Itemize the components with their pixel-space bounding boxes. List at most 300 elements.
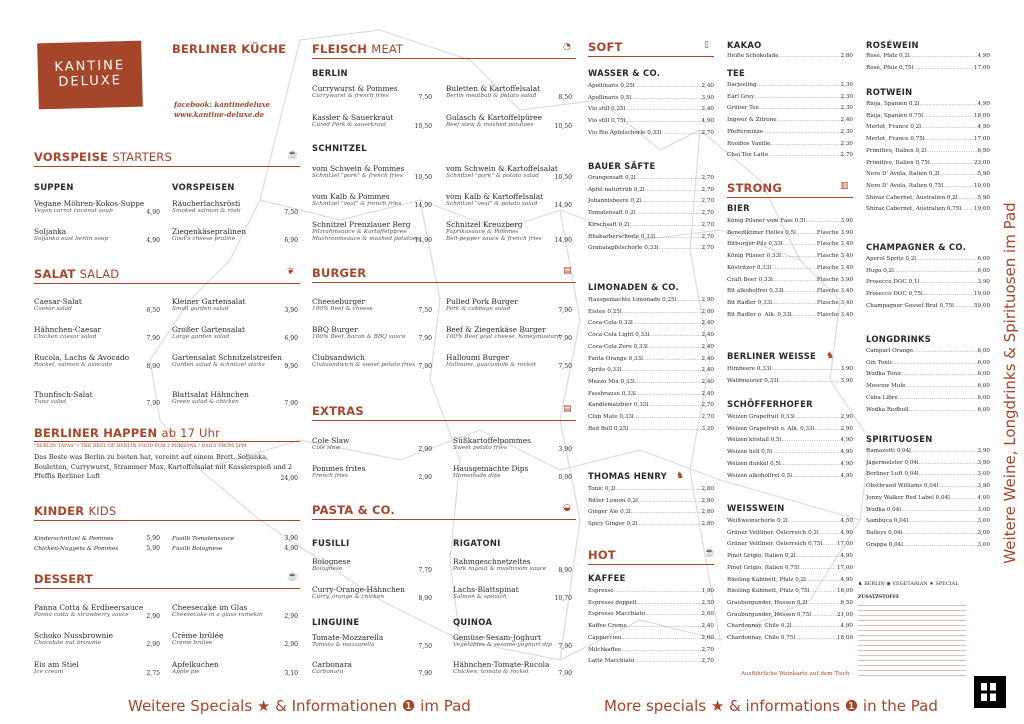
drink-name: Johannisbeere 0,2l xyxy=(588,198,642,205)
drink-price: 6,00 xyxy=(977,256,990,262)
drink-name: Grauburgunder, Hessen 0,75l xyxy=(727,611,812,618)
drink-name: Espresso doppelt xyxy=(588,599,637,606)
drink-row xyxy=(866,458,990,470)
drink-row xyxy=(727,139,853,151)
price: 7,50 xyxy=(418,643,432,650)
dot-leader xyxy=(659,243,702,255)
fusilli-subheading: FUSILLI xyxy=(312,538,350,548)
drink-price: 2,40 xyxy=(701,83,714,89)
drink-row xyxy=(588,307,714,319)
drink-price: 2,70 xyxy=(701,186,714,193)
drink-name: Shiraz Cabernet, Australien 0,75l xyxy=(866,206,962,213)
drink-name: Espresso Macchiato xyxy=(588,611,646,618)
dot-leader xyxy=(921,122,977,134)
rotwein-subheading: ROTWEIN xyxy=(866,87,913,97)
drink-name: Grüner Veltliner, Österreich 0,2l xyxy=(727,529,819,536)
dot-leader xyxy=(650,330,702,342)
menu-item: vom Schwein & Pommes Schnitzel "pork" & french fries xyxy=(312,164,405,179)
drink-price: 3,00 xyxy=(977,541,990,548)
drink-name: Gin Tonic xyxy=(866,359,893,366)
dot-leader xyxy=(634,412,702,424)
dot-leader xyxy=(920,99,978,111)
drink-name: Shiraz Cabernet, Australien 0,2l xyxy=(866,194,958,201)
drink-row xyxy=(588,645,714,657)
drink-row xyxy=(866,369,990,381)
drink-name: Nero D' Avola, Italien 0,2l xyxy=(866,171,940,178)
drink-name: Rioja, Spanien 0,2l xyxy=(866,101,920,107)
dot-leader xyxy=(643,354,702,366)
linguine-subheading: LINGUINE xyxy=(312,617,360,627)
drink-name: Bitburger Pils 0,33l xyxy=(727,241,783,248)
drink-row xyxy=(588,621,714,633)
dot-leader xyxy=(648,342,702,354)
dot-leader xyxy=(625,116,701,128)
price: 3,90 xyxy=(284,535,298,542)
drink-name: Jägermeister 0,04l xyxy=(866,459,919,466)
price: 7,90 xyxy=(284,400,298,407)
facebook-link[interactable]: facebook: kantinedeluxe xyxy=(174,100,271,109)
dot-leader xyxy=(938,481,977,493)
dot-leader xyxy=(795,412,841,424)
drink-row xyxy=(727,51,853,63)
limo-subheading: LIMONADEN & CO. xyxy=(588,282,679,292)
drink-price: 2,40 xyxy=(701,106,714,113)
drink-name: Apollinaris 0,25l xyxy=(588,83,635,89)
dot-leader xyxy=(628,424,701,436)
drink-row xyxy=(727,228,853,240)
dot-leader xyxy=(788,516,841,528)
drink-row xyxy=(727,539,853,551)
drink-row xyxy=(588,196,714,208)
drink-name: Bit Radler 0,33l xyxy=(727,299,772,306)
drink-price: 2,80 xyxy=(840,53,853,59)
price: 10,50 xyxy=(554,174,572,181)
drink-name: Prosecco DOC 0,1l xyxy=(866,279,920,286)
weisswein-subheading: WEISSWEIN xyxy=(727,503,785,513)
berlin-subheading: BERLIN xyxy=(312,68,348,78)
drink-row xyxy=(588,389,714,401)
drink-name: Benediktiner Helles 0,5l xyxy=(727,229,796,236)
pasta-heading: PASTA & CO. xyxy=(312,503,395,517)
dot-leader xyxy=(763,127,840,139)
berliner-happen-heading: BERLINER HAPPEN ab 17 Uhr xyxy=(34,426,221,440)
drink-price: 5,90 xyxy=(977,171,990,178)
divider xyxy=(34,283,300,284)
drink-price: 2,70 xyxy=(701,221,714,228)
divider xyxy=(588,56,714,57)
menu-item: Thunfisch-Salat Tuna salad xyxy=(34,390,93,405)
drink-name: Kaffee Creme xyxy=(588,623,627,630)
burger-icon: ▤ xyxy=(563,266,572,276)
dot-leader xyxy=(909,405,978,417)
dot-leader xyxy=(910,51,978,63)
menu-item: Gartensalat Schnitzelstreifen Garden salad & schnitzel sticks xyxy=(172,353,282,368)
drink-price: 19,00 xyxy=(973,182,990,189)
drink-name: Köstritzer 0,33l xyxy=(727,264,772,271)
price: 8,90 xyxy=(558,567,572,574)
drink-row xyxy=(588,507,714,519)
dot-leader xyxy=(771,263,817,275)
drink-name: Obstbrand Williams 0,04l xyxy=(866,483,939,490)
drink-row xyxy=(727,621,853,633)
drink-price: Flasche 3,40 xyxy=(816,241,853,248)
divider xyxy=(34,166,300,167)
divider xyxy=(312,519,576,520)
drink-row xyxy=(727,310,853,322)
drink-price: 4,50 xyxy=(840,518,853,524)
tee-subheading: TEE xyxy=(727,68,746,78)
suppen-subheading: SUPPEN xyxy=(34,182,74,192)
drink-price: 2,40 xyxy=(701,332,714,339)
drink-price: 2,40 xyxy=(701,367,714,374)
drink-name: Vio still 0,25l xyxy=(588,106,626,113)
drink-name: Granatapfelschorle 0,33l xyxy=(588,245,659,252)
price: 7,90 xyxy=(418,363,432,370)
price: 7,50 xyxy=(284,209,298,216)
dot-leader xyxy=(779,376,841,388)
menu-item: Apfelkuchen Apple pie xyxy=(172,660,219,675)
dot-leader xyxy=(637,519,701,531)
drink-price: 19,00 xyxy=(973,291,990,298)
drink-price: 3,90 xyxy=(701,94,714,101)
drink-price: 5,90 xyxy=(977,194,990,201)
dot-leader xyxy=(773,275,817,287)
drink-price: Flasche 3,40 xyxy=(816,288,853,295)
drink-price: 2,80 xyxy=(701,497,714,504)
drink-name: Himbeere 0,33l xyxy=(727,366,772,372)
drink-price: 4,00 xyxy=(977,494,990,501)
dot-leader xyxy=(796,551,841,563)
qr-code[interactable] xyxy=(975,677,1005,707)
dot-leader xyxy=(819,528,841,540)
drink-name: Weizen alkoholfrei 0,5l xyxy=(727,472,792,479)
menu-item: Fusilli Tomatensauce xyxy=(172,536,235,542)
price: 7,90 xyxy=(418,335,432,342)
menu-item: Gemüse-Sesam-Joghurt Vegetables & sesame-yoghurt dip xyxy=(453,633,552,648)
drink-row xyxy=(866,469,990,481)
drink-row xyxy=(866,289,990,301)
drink-row xyxy=(866,111,990,123)
dot-leader xyxy=(822,539,837,551)
drink-price: 59,00 xyxy=(973,302,990,309)
drink-name: Prosecco DOC 0,75l xyxy=(866,291,923,298)
price: 4,90 xyxy=(146,237,160,244)
drink-row xyxy=(727,459,853,471)
drink-row xyxy=(866,169,990,181)
price: 9,90 xyxy=(284,363,298,370)
drink-name: Tonic 0,2l xyxy=(588,486,616,492)
menu-item: Hähnchen-Caesar Chicken caesar salad xyxy=(34,325,102,340)
drink-price: 3,00 xyxy=(977,506,990,513)
drink-row xyxy=(866,254,990,266)
dessert-heading: DESSERT xyxy=(34,572,93,586)
drink-name: Ramazotti 0,04l xyxy=(866,448,911,454)
dot-leader xyxy=(901,505,977,517)
dot-leader xyxy=(783,286,816,298)
weisse-list xyxy=(727,364,853,387)
drink-price: 2,70 xyxy=(840,152,853,159)
drink-price: 6,00 xyxy=(977,359,990,366)
price: 2,90 xyxy=(284,641,298,648)
price: 5,90 xyxy=(146,545,160,552)
dot-leader xyxy=(625,104,701,116)
drink-price: 1,90 xyxy=(701,588,714,594)
dot-leader xyxy=(621,633,701,645)
drink-row xyxy=(727,424,853,436)
menu-item: Soljanka Soljanka east berlin soup xyxy=(34,227,109,242)
dot-leader xyxy=(648,400,701,412)
dot-leader xyxy=(950,493,978,505)
drink-row xyxy=(588,342,714,354)
menu-item: Fusilli Bolognese xyxy=(172,546,223,552)
drink-name: Riesling Kabinett, Pfalz 0,2l xyxy=(727,576,806,583)
dot-leader xyxy=(916,254,977,266)
drink-price: 3,90 xyxy=(977,448,990,454)
kakao-subheading: KAKAO xyxy=(727,40,762,50)
dot-leader xyxy=(645,609,701,621)
drink-row xyxy=(588,609,714,621)
price: 14,90 xyxy=(414,202,432,209)
drink-price: 2,70 xyxy=(701,658,714,665)
wine-list-note: Ausführliche Weinkarte auf dem Tisch xyxy=(741,671,850,677)
drink-name: Wodka Tonic xyxy=(866,371,903,378)
price: 7,90 xyxy=(558,670,572,677)
dot-leader xyxy=(805,216,840,228)
price: 2,90 xyxy=(284,613,298,620)
kakao-list xyxy=(727,51,853,63)
drink-price: 2,70 xyxy=(701,210,714,217)
spirituosen-subheading: SPIRITUOSEN xyxy=(866,434,933,444)
drink-price: 2,60 xyxy=(701,634,714,641)
drink-price: 21,00 xyxy=(836,611,853,618)
dot-leader xyxy=(902,369,978,381)
dot-leader xyxy=(919,469,978,481)
menu-item: Vegane Möhren-Kokos-Suppe Vegan carrot coconut soup xyxy=(34,199,145,214)
drink-row xyxy=(727,447,853,459)
menu-item: Schoko Nussbrownie Chocolate nut brownie xyxy=(34,631,114,646)
drink-price: 4,90 xyxy=(977,101,990,107)
drink-price: 23,00 xyxy=(973,159,990,166)
drink-price: 6,00 xyxy=(977,383,990,390)
drink-name: Nero D' Avola, Italien 0,75l xyxy=(866,182,944,189)
drink-row xyxy=(588,295,714,307)
drink-name: Cappuccino xyxy=(588,634,622,641)
price: 4,90 xyxy=(146,209,160,216)
side-banner-text: Weitere Weine, Longdrinks & Spirituosen im Pad xyxy=(1001,202,1019,564)
schnitzel-subheading: SCHNITZEL xyxy=(312,143,367,153)
drink-row xyxy=(866,358,990,370)
menu-item: Caesar-Salat Caesar salad xyxy=(34,297,82,312)
menu-item: Ziegenkäsepralinen Goat's cheese praline xyxy=(172,227,247,242)
price: 7,90 xyxy=(558,335,572,342)
drink-row xyxy=(866,266,990,278)
dot-leader xyxy=(754,92,840,104)
dot-leader xyxy=(655,232,701,244)
drink-name: Berliner Luft 0,04l xyxy=(866,471,919,478)
drink-price: 4,90 xyxy=(977,53,990,59)
price: 7,90 xyxy=(146,335,160,342)
drink-name: Pfefferminze xyxy=(727,128,764,135)
drink-price: 19,00 xyxy=(973,206,990,213)
drink-price: 2,30 xyxy=(840,128,853,135)
dot-leader xyxy=(616,484,702,496)
rigatoni-subheading: RIGATONI xyxy=(453,538,501,548)
menu-item: Lachs-Blattspinat Salmon & spinach xyxy=(453,585,519,600)
drink-name: Cuba Libre xyxy=(866,394,898,401)
drink-row xyxy=(588,173,714,185)
price: 8,50 xyxy=(558,94,572,101)
drink-row xyxy=(727,275,853,287)
vegetarian-icon: ◉ xyxy=(886,581,891,587)
drink-name: Kirschsaft 0,2l xyxy=(588,221,630,228)
berlin-bear-icon: ♞ xyxy=(676,471,685,481)
drink-price: 2,70 xyxy=(701,129,714,136)
price: 10,50 xyxy=(554,123,572,130)
soft-heading: SOFT xyxy=(588,40,623,54)
dot-leader xyxy=(943,181,974,193)
rotwein-list xyxy=(866,99,990,216)
drink-price: 3,00 xyxy=(977,518,990,525)
website-link[interactable]: www.kantine-deluxe.de xyxy=(174,110,265,119)
drink-price: 3,00 xyxy=(977,529,990,536)
drink-price: 2,30 xyxy=(840,140,853,147)
drink-price: Flasche 3,40 xyxy=(816,299,853,306)
henry-subheading: THOMAS HENRY xyxy=(588,471,667,481)
drink-row xyxy=(866,158,990,170)
drink-row xyxy=(727,80,853,92)
drink-name: Bitter Lemon 0,2l xyxy=(588,497,638,504)
drink-name: Coca-Cola Zero 0,33l xyxy=(588,343,648,350)
dot-leader xyxy=(930,158,974,170)
drink-row xyxy=(727,263,853,275)
berlin-bear-icon: ♞ xyxy=(858,581,863,587)
drink-row xyxy=(727,364,853,376)
dot-leader xyxy=(919,458,978,470)
leaf-icon: ❦ xyxy=(287,267,295,277)
drink-price: 2,80 xyxy=(701,486,714,492)
drink-price: 2,70 xyxy=(701,175,714,181)
menu-item: Räucherlachsrösti Smoked salmon & rösti xyxy=(172,199,241,214)
dot-leader xyxy=(631,93,701,105)
drink-row xyxy=(588,220,714,232)
champagner-subheading: CHAMPAGNER & CO. xyxy=(866,242,967,252)
drink-name: Hausgemachte Limonade 0,25l xyxy=(588,297,677,303)
price: 10,70 xyxy=(554,595,572,602)
drink-row xyxy=(588,377,714,389)
berliner-kueche-heading: BERLINER KÜCHE xyxy=(172,42,287,56)
drink-price: 2,50 xyxy=(701,599,714,606)
drink-row xyxy=(588,365,714,377)
drink-row xyxy=(727,633,853,645)
drink-row xyxy=(866,51,990,63)
drink-name: Chardonnay, Chile 0,75l xyxy=(727,635,796,642)
price: 6,90 xyxy=(284,237,298,244)
drink-price: 6,00 xyxy=(977,348,990,354)
fries-icon: ▤ xyxy=(563,404,572,414)
dot-leader xyxy=(792,471,841,483)
drink-name: Riesling Kabinett, Pfalz 0,75l xyxy=(727,588,810,595)
drink-row xyxy=(727,575,853,587)
menu-item: Chicken-Nuggets & Pommes xyxy=(34,546,119,552)
drink-price: 2,70 xyxy=(701,233,714,240)
footer-banner-de: Weitere Specials ★ & Informationen ❶ im Pad xyxy=(128,697,471,715)
dot-leader xyxy=(771,364,840,376)
dot-leader xyxy=(792,310,817,322)
menu-item: Kinderschnitzel & Pommes xyxy=(34,536,114,542)
drink-name: Apfel naturtrüb 0,2l xyxy=(588,186,645,193)
drink-row xyxy=(727,251,853,263)
drink-name: Sprite 0,33l xyxy=(588,367,622,374)
drink-name: Apollinaris 0,5l xyxy=(588,94,632,101)
drink-name: Fassbrause 0,33l xyxy=(588,390,636,397)
menu-item: Hähnchen-Tomate-Rucola Chicken, tomato & rocket xyxy=(453,660,550,675)
menu-item: Carbonara Carbonara xyxy=(312,660,352,675)
drink-name: Rooibos Vanille xyxy=(727,140,771,147)
drink-row xyxy=(588,484,714,496)
dot-leader xyxy=(772,447,841,459)
menu-item: Panna Cotta & Erdbeersauce Panna cotta & strawberry sauce xyxy=(34,603,144,618)
dot-leader xyxy=(926,146,977,158)
drink-row xyxy=(866,63,990,75)
drink-name: Grappa 0,04l xyxy=(866,541,903,548)
drink-row xyxy=(588,496,714,508)
drink-price: 3,90 xyxy=(977,279,990,286)
drink-name: Heiße Schokolade xyxy=(727,53,779,59)
drink-price: 2,40 xyxy=(701,623,714,630)
dot-leader xyxy=(796,228,817,240)
price: 3,90 xyxy=(284,307,298,314)
drink-price: Flasche 3,90 xyxy=(816,276,853,283)
menu-item: Blattsalat Hähnchen Green salad & chicken xyxy=(172,390,249,405)
drink-row xyxy=(866,346,990,358)
beer-icon: ▥ xyxy=(840,181,849,191)
dot-leader xyxy=(925,134,974,146)
drink-row xyxy=(588,185,714,197)
drink-price: 4,90 xyxy=(840,553,853,560)
price: 14,90 xyxy=(414,237,432,244)
kantine-deluxe-logo: KANTINE DELUXE xyxy=(37,41,143,110)
drink-name: Mezzo Mix 0,33l xyxy=(588,378,635,385)
menu-item: Cheeseburger 100% Beef & cheese xyxy=(312,297,373,312)
price: 5,90 xyxy=(146,535,160,542)
drink-name: Rosé, Pfalz 0,75l xyxy=(866,64,914,71)
menu-item: Currywurst & Pommes Currywurst & french fries xyxy=(312,84,398,99)
drink-row xyxy=(588,656,714,668)
price: 2,90 xyxy=(418,446,432,453)
dot-leader xyxy=(636,389,702,401)
legend: ♞ BERLIN ◉ VEGETARIAN ★ SPECIAL xyxy=(858,581,959,587)
hot-heading: HOT xyxy=(588,548,616,562)
drink-name: Bit Radler o. Alk. 0,33l xyxy=(727,311,792,318)
drink-row xyxy=(727,563,853,575)
dot-leader xyxy=(631,507,702,519)
dot-leader xyxy=(940,169,978,181)
wasser-list xyxy=(588,81,714,140)
drink-price: 6,00 xyxy=(977,406,990,413)
dot-leader xyxy=(814,424,840,436)
drink-name: Wodka Redbull xyxy=(866,406,909,413)
drink-row xyxy=(727,216,853,228)
drink-name: Jonny Walker Red Label 0,04l xyxy=(866,494,950,501)
drink-row xyxy=(588,232,714,244)
drink-price: 6,00 xyxy=(977,394,990,401)
wasser-subheading: WASSER & CO. xyxy=(588,68,661,78)
price: 3,90 xyxy=(558,446,572,453)
drink-name: Weizen hell 0,5l xyxy=(727,449,772,456)
drink-row xyxy=(866,277,990,289)
dot-leader xyxy=(637,598,702,610)
drink-name: Sambuca 0,04l xyxy=(866,518,909,525)
